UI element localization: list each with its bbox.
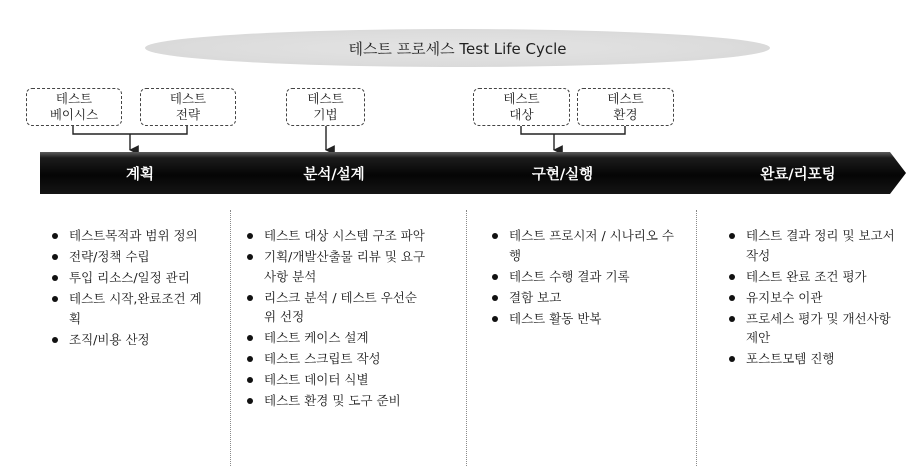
- phase-analysis-text: 분석/설계: [303, 166, 365, 183]
- input-box-line1: 테스트: [169, 91, 207, 106]
- list-item: 투입 리소스/일정 관리: [50, 268, 212, 288]
- list-item: 테스트 대상 시스템 구조 파악: [245, 226, 427, 246]
- diagram-title-text: 테스트 프로세스 Test Life Cycle: [348, 39, 567, 58]
- input-box-line1: 테스트: [55, 91, 93, 106]
- phase-label-planning: [40, 152, 240, 194]
- list-item: 테스트목적과 범위 정의: [50, 226, 212, 246]
- input-box-line1: 테스트: [607, 91, 644, 106]
- list-item: 테스트 완료 조건 평가: [727, 267, 899, 287]
- input-box-line2: 환경: [613, 107, 638, 122]
- list-item: 테스트 케이스 설계: [245, 328, 427, 348]
- list-item: 테스트 데이터 식별: [245, 370, 427, 390]
- phase-label-analysis: [244, 152, 424, 194]
- input-box-line1: 테스트: [503, 91, 540, 106]
- input-box-line2: 기법: [313, 107, 338, 122]
- list-item: 포스트모템 진행: [727, 349, 899, 369]
- list-item: 테스트 활동 반복: [490, 309, 678, 329]
- phase-label-reporting: [700, 152, 896, 194]
- list-item: 프로세스 평가 및 개선사항 제안: [727, 309, 899, 348]
- list-item: 전략/정책 수립: [50, 247, 212, 267]
- list-item: 테스트 환경 및 도구 준비: [245, 391, 427, 411]
- task-list-reporting: [727, 226, 899, 370]
- input-box-line1: 테스트: [307, 91, 344, 106]
- task-list-execution: [490, 226, 678, 330]
- list-item: 조직/비용 산정: [50, 330, 212, 350]
- list-item: 테스트 결과 정리 및 보고서 작성: [727, 226, 899, 265]
- list-item: 테스트 수행 결과 기록: [490, 267, 678, 287]
- phase-execution-text: 구현/실행: [531, 166, 594, 183]
- phase-reporting-text: 완료/리포팅: [760, 166, 836, 183]
- input-box-line2: 대상: [509, 107, 534, 122]
- list-item: 결함 보고: [490, 288, 678, 308]
- input-box-line2: 베이시스: [49, 107, 99, 122]
- list-item: 테스트 스크립트 작성: [245, 349, 427, 369]
- column-divider: [466, 210, 467, 466]
- column-divider: [696, 210, 697, 466]
- input-box-line2: 전략: [175, 107, 201, 122]
- task-list-analysis: [245, 226, 427, 412]
- task-list-planning: [50, 226, 212, 351]
- list-item: 테스트 프로시저 / 시나리오 수행: [490, 226, 678, 265]
- list-item: 기획/개발산출물 리뷰 및 요구사항 분석: [245, 247, 427, 286]
- list-item: 리스크 분석 / 테스트 우선순위 선정: [245, 288, 427, 327]
- list-item: 테스트 시작,완료조건 계획: [50, 289, 212, 328]
- phase-label-execution: [430, 152, 695, 194]
- connector-execution: [521, 126, 625, 150]
- column-divider: [230, 210, 231, 466]
- phase-planning-text: 계획: [125, 166, 154, 183]
- list-item: 유지보수 이관: [727, 288, 899, 308]
- connector-planning: [73, 126, 187, 150]
